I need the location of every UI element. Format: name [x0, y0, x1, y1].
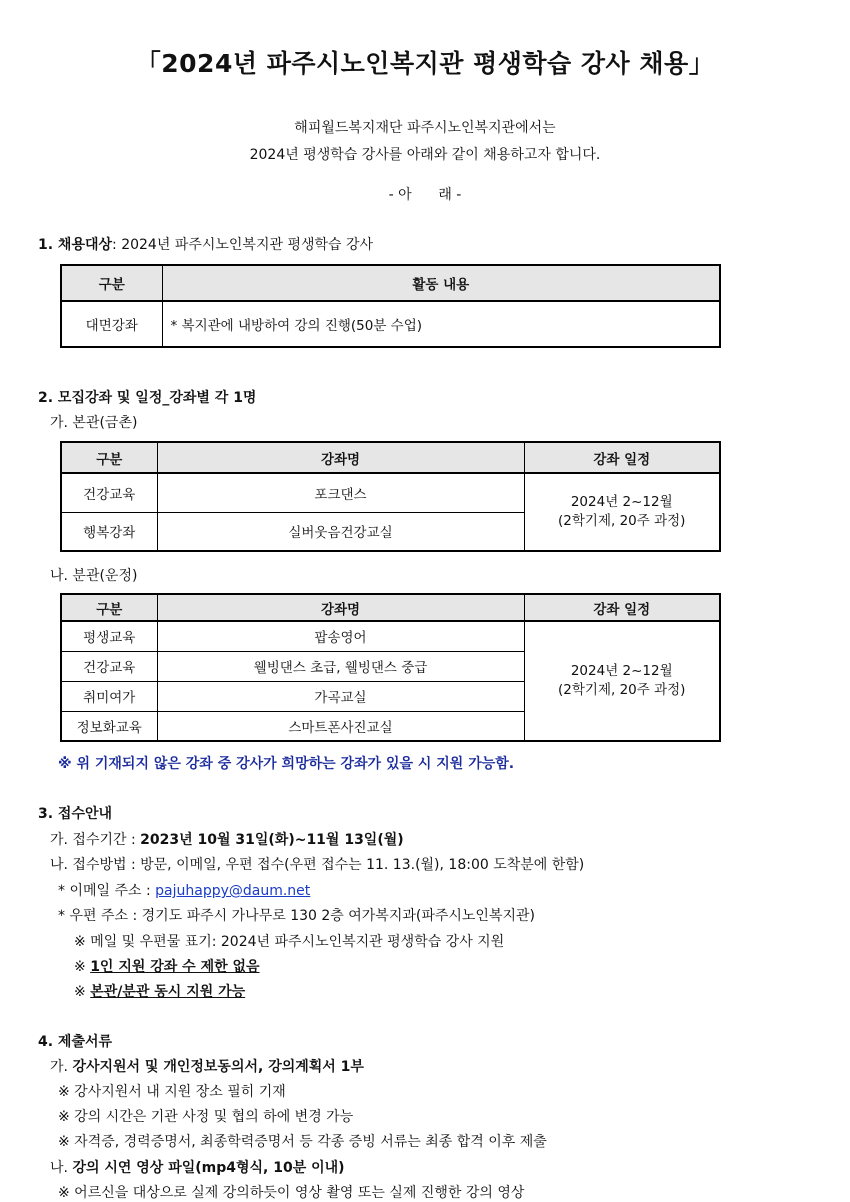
docs-item-b	[50, 1157, 345, 1177]
sub-schedule-cell	[524, 621, 720, 741]
target-table	[60, 264, 721, 348]
docs-item-a	[50, 1056, 364, 1076]
email-label: * 이메일 주소 :	[58, 883, 156, 899]
sub-row-3-course: 가곡교실	[157, 681, 524, 711]
section-1-label: 1. 채용대상	[38, 237, 113, 253]
section-2b-label: 나. 분관(운정)	[50, 568, 138, 584]
application-period-value: 2023년 10월 31일(화)~11월 13일(월)	[140, 832, 404, 848]
docs-note-b1: ※ 어르신을 대상으로 실제 강의하듯이 영상 촬영 또는 실제 진행한 강의 영상	[58, 1185, 525, 1201]
note-mark: ※	[74, 984, 91, 1000]
docs-item-b-prefix: 나.	[50, 1160, 73, 1176]
post-address: * 우편 주소 : 경기도 파주시 가나무로 130 2층 여가복지과(파주시노인복지관)	[58, 908, 535, 924]
application-period-label: 가. 접수기간 :	[50, 832, 141, 848]
email-link[interactable]: pajuhappy@daum.net	[155, 883, 311, 899]
main-row-2-course: 실버웃음건강교실	[157, 512, 524, 551]
target-cell-category: 대면강좌	[61, 301, 162, 347]
target-header-category: 구분	[61, 265, 162, 301]
section-2-note: ※ 위 기재되지 않은 강좌 중 강사가 희망하는 강좌가 있을 시 지원 가능함.	[58, 756, 515, 772]
sub-row-1-category: 평생교육	[61, 621, 157, 651]
sub-header-category: 구분	[61, 594, 157, 621]
application-period	[50, 829, 404, 849]
note-both-branches	[74, 981, 245, 1001]
docs-item-b-text: 강의 시연 영상 파일(mp4형식, 10분 이내)	[72, 1160, 345, 1176]
sub-row-4-category: 정보화교육	[61, 711, 157, 741]
main-schedule-period: 2024년 2~12월	[570, 494, 673, 510]
docs-note-a1: ※ 강사지원서 내 지원 장소 필히 기재	[58, 1084, 286, 1100]
sub-row-4-course: 스마트폰사진교실	[157, 711, 524, 741]
section-3-heading: 3. 접수안내	[38, 806, 113, 822]
note-mark: ※	[74, 959, 91, 975]
section-4-heading: 4. 제출서류	[38, 1034, 113, 1050]
docs-item-a-prefix: 가.	[50, 1059, 73, 1075]
note-mark: ※	[74, 934, 91, 950]
email-line	[58, 880, 310, 900]
sub-row-2-category: 건강교육	[61, 651, 157, 681]
sub-header-course: 강좌명	[157, 594, 524, 621]
intro-line-2: 2024년 평생학습 강사를 아래와 같이 채용하고자 합니다.	[249, 147, 601, 163]
docs-item-a-text: 강사지원서 및 개인정보동의서, 강의계획서 1부	[72, 1059, 364, 1075]
sub-row-2-course: 웰빙댄스 초급, 웰빙댄스 중급	[157, 651, 524, 681]
section-1-heading	[38, 234, 373, 254]
main-header-category: 구분	[61, 442, 157, 473]
application-method: 나. 접수방법 : 방문, 이메일, 우편 접수(우편 접수는 11. 13.(월), 18:00 도착분에 한함)	[50, 857, 585, 873]
intro-below: - 아 래 -	[388, 187, 462, 203]
section-2a-label: 가. 본관(금촌)	[50, 415, 138, 431]
intro-line-1: 해피월드복지재단 파주시노인복지관에서는	[294, 120, 556, 136]
sub-schedule-period: 2024년 2~12월	[570, 663, 673, 679]
note-mail-label	[74, 931, 504, 951]
sub-row-1-course: 팝송영어	[157, 621, 524, 651]
section-2-heading: 2. 모집강좌 및 일정_강좌별 각 1명	[38, 390, 257, 406]
note-no-limit-text: 1인 지원 강좌 수 제한 없음	[90, 959, 260, 975]
section-1-rest: : 2024년 파주시노인복지관 평생학습 강사	[112, 237, 374, 253]
page-title: 「2024년 파주시노인복지관 평생학습 강사 채용」	[135, 49, 715, 78]
sub-schedule-detail: (2학기제, 20주 과정)	[558, 682, 686, 698]
sub-branch-table	[60, 593, 721, 742]
note-mail-text: 메일 및 우편물 표기: 2024년 파주시노인복지관 평생학습 강사 지원	[90, 934, 505, 950]
main-row-1-category: 건강교육	[61, 473, 157, 512]
docs-note-a2: ※ 강의 시간은 기관 사정 및 협의 하에 변경 가능	[58, 1109, 354, 1125]
note-both-branches-text: 본관/분관 동시 지원 가능	[90, 984, 246, 1000]
main-row-2-category: 행복강좌	[61, 512, 157, 551]
docs-note-a3: ※ 자격증, 경력증명서, 최종학력증명서 등 각종 증빙 서류는 최종 합격 이후 제출	[58, 1134, 547, 1150]
target-header-activity: 활동 내용	[162, 265, 720, 301]
main-row-1-course: 포크댄스	[157, 473, 524, 512]
sub-row-3-category: 취미여가	[61, 681, 157, 711]
main-header-course: 강좌명	[157, 442, 524, 473]
note-no-limit	[74, 956, 260, 976]
main-schedule-detail: (2학기제, 20주 과정)	[558, 513, 686, 529]
main-schedule-cell	[524, 473, 720, 551]
main-header-schedule: 강좌 일정	[524, 442, 720, 473]
target-cell-activity: * 복지관에 내방하여 강의 진행(50분 수업)	[162, 301, 720, 347]
main-branch-table	[60, 441, 721, 552]
sub-header-schedule: 강좌 일정	[524, 594, 720, 621]
